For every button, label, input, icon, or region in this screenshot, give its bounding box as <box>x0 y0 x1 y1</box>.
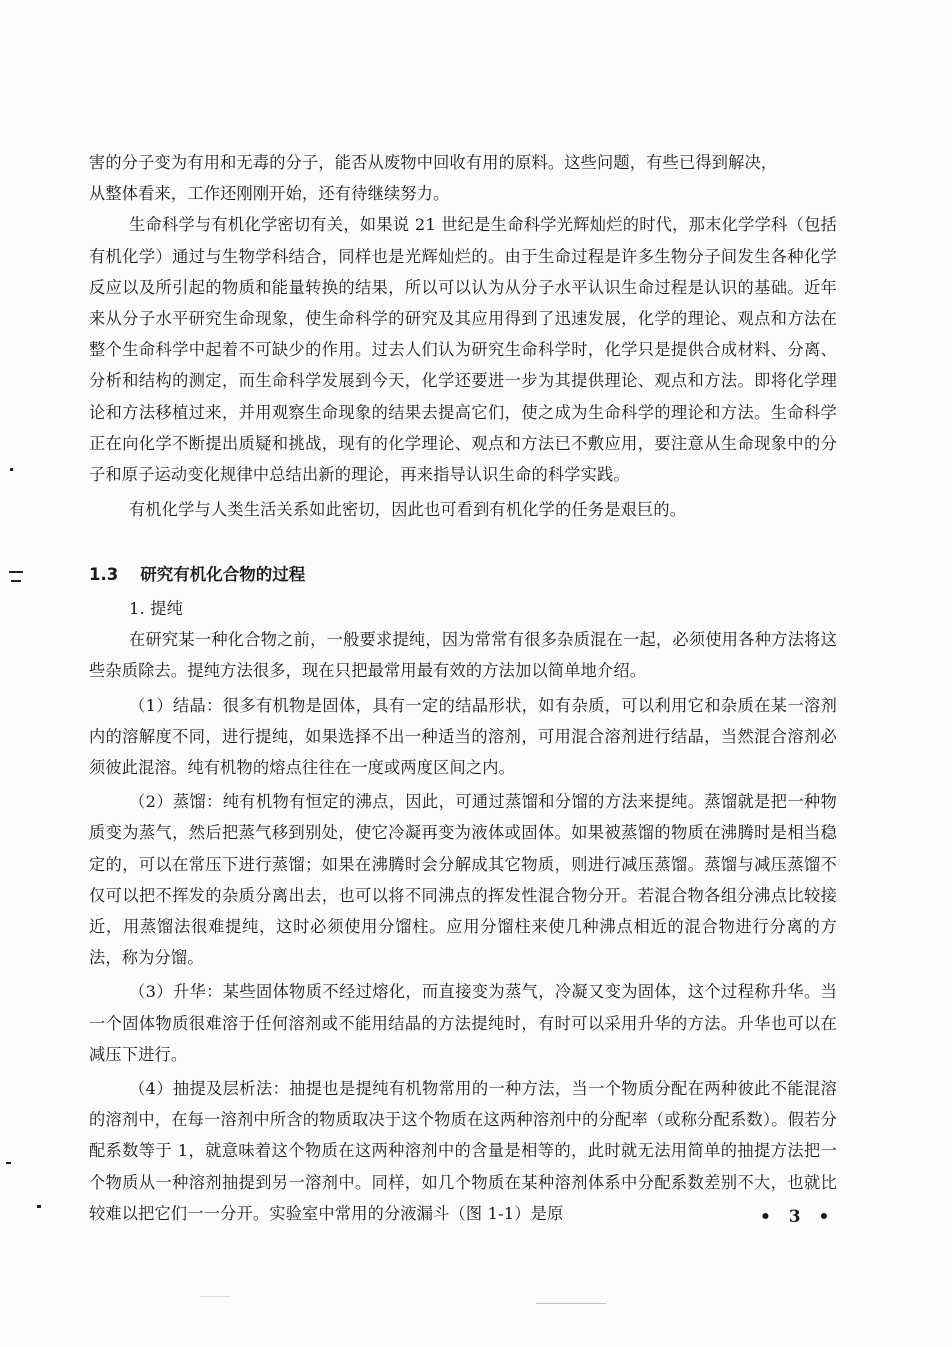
paragraph-distillation: （2）蒸馏：纯有机物有恒定的沸点，因此，可通过蒸馏和分馏的方法来提纯。蒸馏就是把一种物质变为蒸气，然后把蒸气移到别处，使它冷凝再变为液体或固体。如果被蒸馏的物质在沸腾时是相当稳定的，可以在常压下进行蒸馏；如果在沸腾时会分解成其它物质，则进行减压蒸馏。蒸馏与减压蒸馏不仅可以把不挥发的杂质分离出去，也可以将不同沸点的挥发性混合物分开。若混合物各组分沸点比较接近，用蒸馏法很难提纯，这时必须使用分馏柱。应用分馏柱来使几种沸点相近的混合物进行分离的方法，称为分馏。 <box>89 792 837 968</box>
margin-mark <box>10 468 13 471</box>
margin-mark <box>6 1162 11 1164</box>
body-text-bottom <box>89 593 837 1229</box>
scan-artifact-line <box>536 1303 606 1304</box>
scan-artifact-line <box>200 1296 230 1297</box>
paragraph-sublimation: （3）升华：某些固体物质不经过熔化，而直接变为蒸气，冷凝又变为固体，这个过程称升华。当一个固体物质很难溶于任何溶剂或不能用结晶的方法提纯时，有时可以采用升华的方法。升华也可以在减压下进行。 <box>89 982 837 1064</box>
margin-mark <box>9 571 23 573</box>
paragraph-extraction: （4）抽提及层析法：抽提也是提纯有机物常用的一种方法，当一个物质分配在两种彼此不能混溶的溶剂中，在每一溶剂中所含的物质取决于这个物质在这两种溶剂中的分配率（或称分配系数）。假若分配系数等于 1，就意味着这个物质在这两种溶剂中的含量是相等的，此时就无法用简单的抽提方法把一个物质从一种溶剂抽提到另一溶剂中。同样，如几个物质在某种溶剂体系中分配系数差别不大，也就比较难以把它们一一分开。实验室中常用的分液漏斗（图 1-1）是原 <box>89 1079 837 1223</box>
section-title: 研究有机化合物的过程 <box>140 565 306 584</box>
paragraph-crystallization: （1）结晶：很多有机物是固体，具有一定的结晶形状，如有杂质，可以利用它和杂质在某一溶剂内的溶解度不同，进行提纯，如果选择不出一种适当的溶剂，可用混合溶剂进行结晶，当然混合溶剂必须彼此混溶。纯有机物的熔点往往在一度或两度区间之内。 <box>89 695 837 778</box>
body-text-top <box>89 147 837 525</box>
paragraph-task: 有机化学与人类生活关系如此密切，因此也可看到有机化学的任务是艰巨的。 <box>129 500 687 520</box>
margin-mark <box>11 580 21 582</box>
paragraph-purification-intro: 在研究某一种化合物之前，一般要求提纯，因为常常有很多杂质混在一起，必须使用各种方法将这些杂质除去。提纯方法很多，现在只把最常用最有效的方法加以简单地介绍。 <box>89 630 837 681</box>
section-heading <box>89 560 305 590</box>
paragraph-life-science: 生命科学与有机化学密切有关，如果说 21 世纪是生命科学光辉灿烂的时代，那末化学学科（包括有机化学）通过与生物学科结合，同样也是光辉灿烂的。由于生命过程是许多生物分子间发生各种化学反应以及所引起的物质和能量转换的结果，所以可以认为从分子水平认识生命过程是认识的基础。近年来从分子水平研究生命现象，使生命科学的研究及其应用得到了迅速发展，化学的理论、观点和方法在整个生命科学中起着不可缺少的作用。过去人们认为研究生命科学时，化学只是提供合成材料、分离、分析和结构的测定，而生命科学发展到今天，化学还要进一步为其提供理论、观点和方法。即将化学理论和方法移植过来，并用观察生命现象的结果去提高它们，使之成为生命科学的理论和方法。生命科学正在向化学不断提出质疑和挑战，现有的化学理论、观点和方法已不敷应用，要注意从生命现象中的分子和原子运动变化规律中总结出新的理论，再来指导认识生命的科学实践。 <box>89 215 837 485</box>
subheading-purification: 1. 提纯 <box>129 599 183 618</box>
margin-mark <box>37 1205 41 1208</box>
paragraph-continuation-line-2: 从整体看来，工作还刚刚开始，还有待继续努力。 <box>89 184 450 204</box>
page-number: • 3 • <box>760 1207 836 1227</box>
section-number: 1.3 <box>89 565 119 584</box>
paragraph-continuation-line-1: 害的分子变为有用和无毒的分子，能否从废物中回收有用的原料。这些问题，有些已得到解决， <box>89 153 778 172</box>
